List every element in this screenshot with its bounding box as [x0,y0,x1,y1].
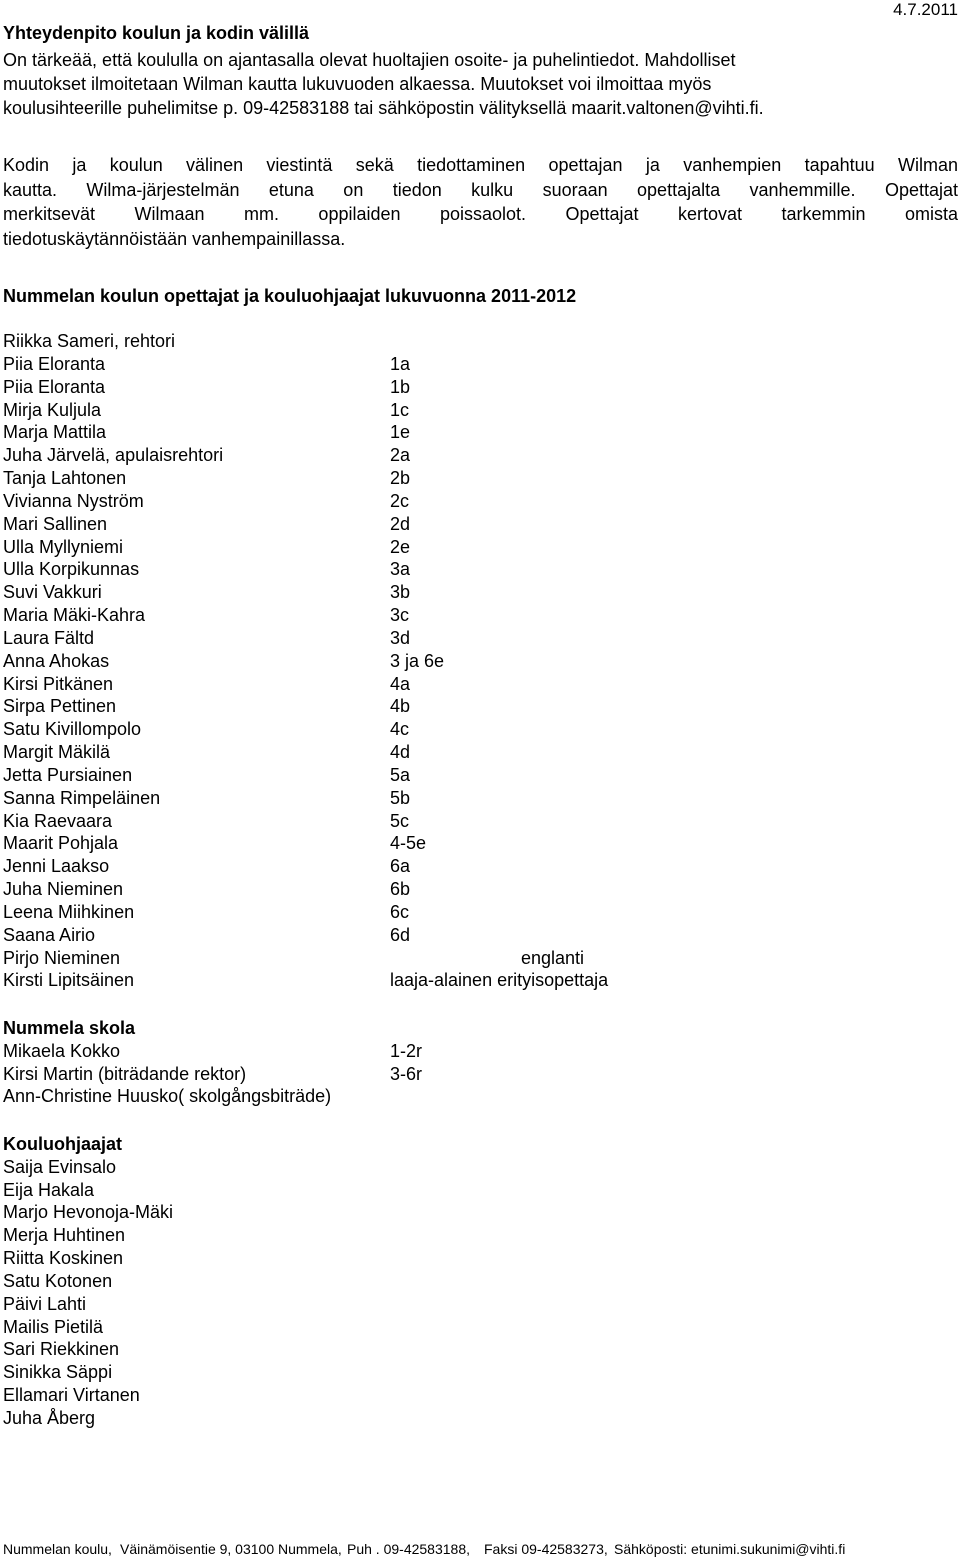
list-item [3,467,903,490]
paragraph-line: merkitsevät Wilmaan mm. oppilaiden poissaolot. Opettajat kertovat tarkemmin omista [3,204,958,224]
skola-title: Nummela skola [3,1018,136,1038]
list-item [3,1040,903,1063]
list-item [3,878,903,901]
document-date: 4.7.2011 [893,0,958,19]
list-item [3,490,903,513]
footer-school: Nummelan koulu, [3,1541,112,1557]
class-assignment: 4d [390,742,411,763]
list-item [3,718,903,741]
counselor-name: Päivi Lahti [3,1293,87,1314]
person-name: Sanna Rimpeläinen [3,787,161,808]
counselor-name: Ellamari Virtanen [3,1385,140,1406]
class-assignment: 4-5e [390,833,427,854]
class-assignment: 5c [390,810,410,831]
list-item [3,855,903,878]
class-assignment: 6d [390,924,411,945]
teacher-list [3,353,903,992]
person-name: Kia Raevaara [3,810,113,831]
list-item [3,787,903,810]
class-assignment: 1b [390,376,411,397]
list-item [3,513,903,536]
footer-phone: Puh . 09-42583188, [347,1541,470,1557]
class-assignment: 2c [390,490,410,511]
class-assignment: 5b [390,787,411,808]
footer-address: Väinämöisentie 9, 03100 Nummela, [120,1541,342,1557]
class-assignment: 2e [390,536,411,557]
teachers-list-title: Nummelan koulun opettajat ja kouluohjaajat lukuvuonna 2011-2012 [3,286,577,306]
person-name: Sirpa Pettinen [3,696,117,717]
person-name: Marja Mattila [3,422,107,443]
list-item [3,810,903,833]
person-name: Mari Sallinen [3,513,108,534]
counselor-title-row [3,1133,903,1156]
principal-line: Riikka Sameri, rehtori [3,331,176,351]
list-item [3,924,903,947]
section-title-contact: Yhteydenpito koulun ja kodin välillä [3,23,310,43]
class-assignment: 1a [390,354,411,374]
counselor-list [3,1133,903,1430]
person-name: Jetta Pursiainen [3,764,133,785]
list-item [3,901,903,924]
person-name: Ann-Christine Huusko( skolgångsbiträde) [3,1086,332,1107]
person-name: Suvi Vakkuri [3,582,102,603]
list-item [3,1270,903,1293]
footer-email: Sähköposti: etunimi.sukunimi@vihti.fi [614,1541,846,1557]
list-item [3,1293,903,1316]
class-assignment: 3b [390,582,411,603]
list-item [3,1316,903,1339]
person-name: Margit Mäkilä [3,742,111,763]
list-item [3,1361,903,1384]
list-item [3,947,903,970]
list-item [3,1179,903,1202]
list-item [3,1201,903,1224]
class-assignment: 6c [390,901,410,922]
class-assignment: 3d [390,627,411,648]
class-assignment: 1c [390,399,410,420]
skola-title-row [3,1017,903,1040]
list-item [3,581,903,604]
person-name: Mirja Kuljula [3,399,102,420]
person-name: Satu Kivillompolo [3,719,142,740]
person-name: Piia Eloranta [3,354,106,374]
counselor-name: Eija Hakala [3,1179,95,1200]
footer-fax: Faksi 09-42583273, [484,1541,608,1557]
list-item [3,673,903,696]
class-assignment: 3 ja 6e [390,650,445,671]
class-assignment: 1e [390,422,411,443]
person-name: Leena Miihkinen [3,901,135,922]
person-name: Kirsti Lipitsäinen [3,970,135,991]
list-item [3,376,903,399]
list-item [3,650,903,673]
class-assignment: 5a [390,764,411,785]
communication-paragraph [3,153,958,251]
person-name: Vivianna Nyström [3,490,144,511]
class-assignment: 3a [390,559,411,580]
list-item [3,764,903,787]
person-name: Ulla Myllyniemi [3,536,124,557]
class-assignment: englanti [521,947,585,968]
list-item [3,1247,903,1270]
paragraph-line: koulusihteerille puhelimitse p. 09-42583188 tai sähköpostin välityksellä maarit.valtonen@vihti.fi. [3,98,764,118]
counselor-name: Sinikka Säppi [3,1362,113,1383]
list-item [3,353,903,376]
counselor-name: Juha Åberg [3,1407,96,1428]
list-item [3,399,903,422]
person-name: Maarit Pohjala [3,833,119,854]
counselor-name: Riitta Koskinen [3,1248,124,1269]
counselor-name: Satu Kotonen [3,1270,113,1291]
class-assignment: 2a [390,445,411,466]
list-item [3,604,903,627]
person-name: Tanja Lahtonen [3,468,127,489]
class-assignment: laaja-alainen erityisopettaja [390,970,609,991]
person-name: Kirsi Martin (biträdande rektor) [3,1063,247,1084]
class-assignment: 4b [390,696,411,717]
person-name: Saana Airio [3,924,96,945]
list-item [3,1407,903,1430]
class-assignment: 6a [390,856,411,877]
paragraph-line: On tärkeää, että koululla on ajantasalla olevat huoltajien osoite- ja puhelintiedot. Mahdolliset [3,50,736,70]
list-item [3,969,903,992]
list-item [3,1085,903,1108]
person-name: Pirjo Nieminen [3,947,121,968]
list-item [3,695,903,718]
counselor-name: Marjo Hevonoja-Mäki [3,1202,174,1223]
person-name: Kirsi Pitkänen [3,673,114,694]
list-item [3,444,903,467]
class-assignment: 4a [390,673,411,694]
person-name: Juha Nieminen [3,879,124,900]
counselor-name: Saija Evinsalo [3,1156,117,1177]
person-name: Juha Järvelä, apulaisrehtori [3,445,224,466]
counselor-name: Mailis Pietilä [3,1316,104,1337]
list-item [3,832,903,855]
list-item [3,536,903,559]
paragraph-line: tiedotuskäytännöistään vanhempainillassa. [3,228,346,249]
person-name: Anna Ahokas [3,650,110,671]
person-name: Piia Eloranta [3,376,106,397]
counselor-name: Merja Huhtinen [3,1225,126,1246]
person-name: Jenni Laakso [3,856,110,877]
class-assignment: 3-6r [390,1063,423,1084]
paragraph-line: kautta. Wilma-järjestelmän etuna on tiedon kulku suoraan opettajalta vanhemmille. Opettajat [3,179,958,200]
paragraph-line: muutokset ilmoitetaan Wilman kautta lukuvuoden alkaessa. Muutokset voi ilmoittaa myös [3,74,712,94]
list-item [3,558,903,581]
counselor-name: Sari Riekkinen [3,1339,120,1360]
skola-list [3,1017,903,1108]
class-assignment: 6b [390,879,411,900]
list-item [3,1063,903,1086]
list-item [3,1224,903,1247]
person-name: Mikaela Kokko [3,1040,121,1061]
list-item [3,1384,903,1407]
list-item [3,741,903,764]
paragraph-line: Kodin ja koulun välinen viestintä sekä tiedottaminen opettajan ja vanhempien tapahtuu Wilman [3,155,958,175]
class-assignment: 1-2r [390,1040,423,1061]
class-assignment: 2d [390,513,411,534]
counselors-title: Kouluohjaajat [3,1134,123,1154]
list-item [3,421,903,444]
class-assignment: 2b [390,468,411,489]
list-item [3,627,903,650]
person-name: Maria Mäki-Kahra [3,605,146,626]
person-name: Laura Fältd [3,627,95,648]
class-assignment: 4c [390,719,410,740]
person-name: Ulla Korpikunnas [3,559,140,580]
contact-paragraph [3,48,958,120]
list-item [3,1156,903,1179]
list-item [3,1338,903,1361]
class-assignment: 3c [390,605,410,626]
